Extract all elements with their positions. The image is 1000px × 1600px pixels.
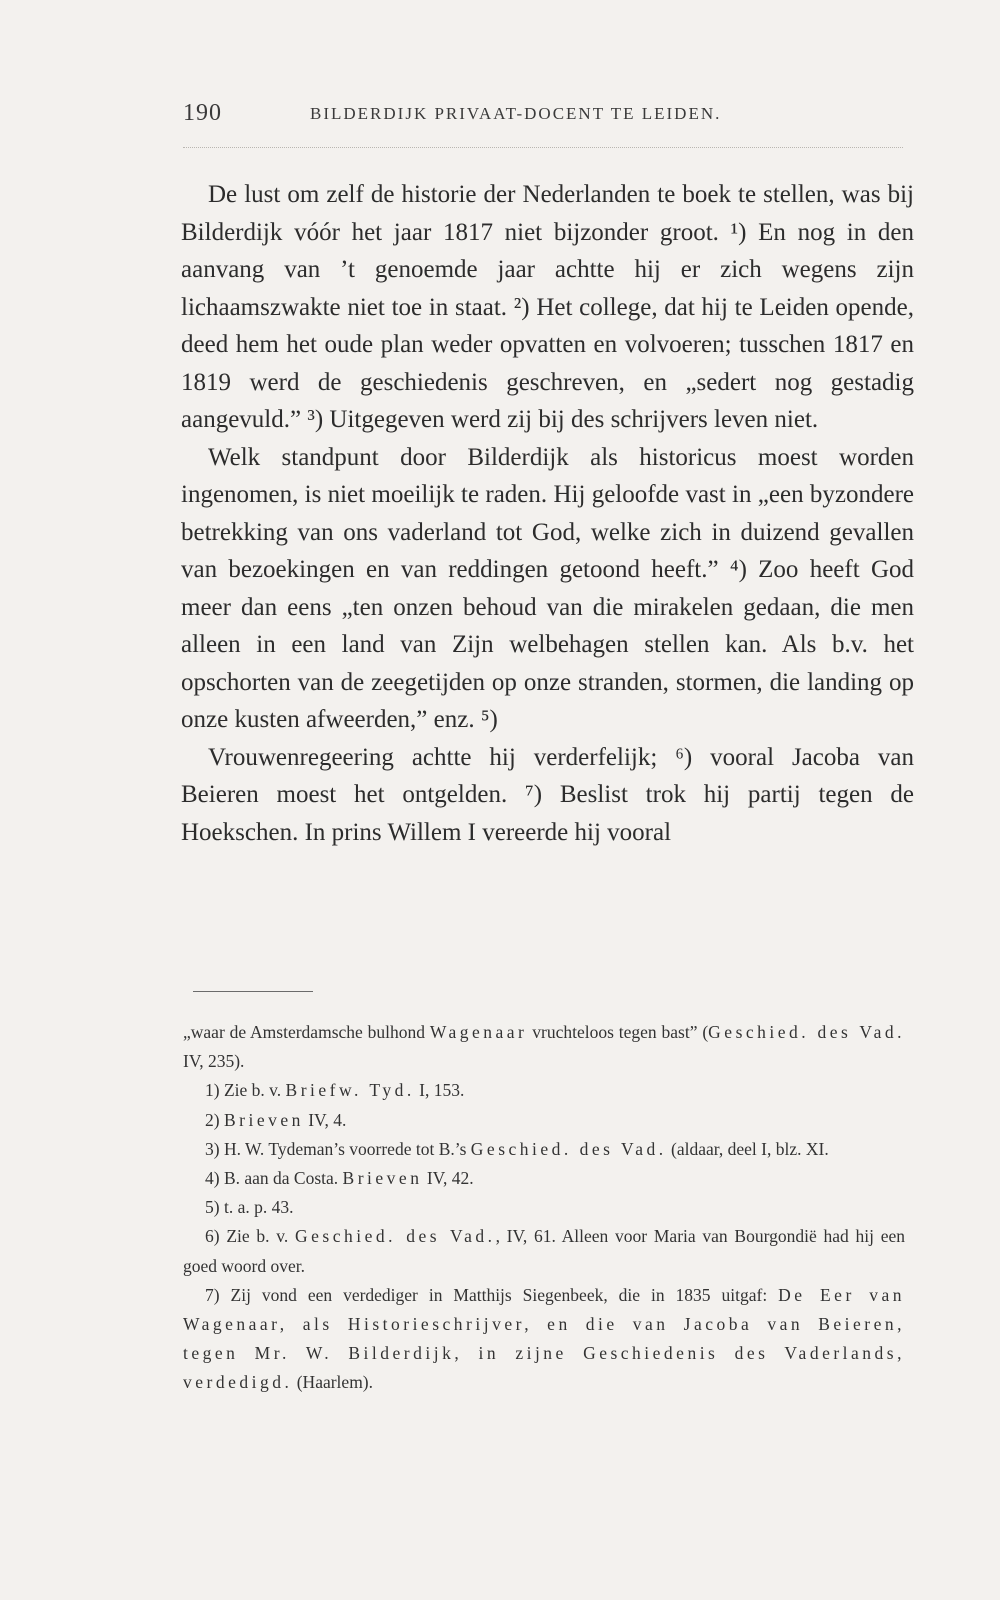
footnote-text: „waar de Amsterdamsche bulhond [183, 1022, 430, 1042]
footnote-text: 3) H. W. Tydeman’s voorrede tot B.’s [205, 1138, 471, 1159]
footnote-text: I, 153. [414, 1080, 465, 1101]
main-text [181, 176, 914, 851]
footnote-text: 6) Zie b. v. [205, 1226, 295, 1247]
footnote-text: IV, 4. [303, 1109, 347, 1130]
footnote-spaced-text: Geschied. des Vad. [708, 1022, 905, 1042]
footnote [183, 1076, 905, 1105]
page-number: 190 [183, 100, 222, 126]
footnote-spaced-text: Geschied. des Vad. [470, 1138, 667, 1159]
footnote-divider [193, 991, 313, 992]
footnote-spaced-text: Brieven [223, 1109, 304, 1130]
footnote-text: 2) [205, 1109, 224, 1130]
footnote-text: 5) t. a. p. 43. [205, 1197, 294, 1218]
footnote-continuation [183, 1018, 905, 1076]
footnote [183, 1222, 905, 1280]
footnote-spaced-text: Briefw. Tyd. [285, 1080, 415, 1101]
running-title: BILDERDIJK PRIVAAT-DOCENT TE LEIDEN. [310, 104, 722, 123]
paragraph: De lust om zelf de historie der Nederlanden te boek te stellen, was bij Bilderdijk vóór het jaar 1817 niet bijzonder groot. ¹) En nog in den aanvang van ’t genoemde jaar achtte hij er zich wegens zijn lichaamszwakte niet toe in staat. ²) Het college, dat hij te Leiden opende, deed hem het oude plan weder opvatten en volvoeren; tusschen 1817 en 1819 werd de geschiedenis geschreven, en „sedert nog gestadig aangevuld.” ³) Uitgegeven werd zij bij des schrijvers leven niet. [181, 181, 914, 433]
footnote-spaced-text: Geschied. des Vad. [294, 1226, 496, 1247]
footnote-text: 1) Zie b. v. [205, 1080, 286, 1101]
header-divider [183, 147, 903, 149]
footnote-spaced-text: De Eer van Wagenaar, als Historieschrijver, en die van Jacoba van Beieren, tegen Mr. W. Bilderdijk, in zijne Geschiedenis des Vaderlands, verdedigd. [183, 1284, 905, 1393]
footnote-text: 7) Zij vond een verdediger in Matthijs Siegenbeek, die in 1835 uitgaf: [205, 1284, 779, 1305]
paragraph: Welk standpunt door Bilderdijk als historicus moest worden ingenomen, is niet moeilijk te raden. Hij geloofde vast in „een byzondere betrekking van ons vaderland tot God, welke zich in duizend gevallen van bezoekingen en van reddingen getoond heeft.” ⁴) Zoo heeft God meer dan eens „ten onzen behoud van die mirakelen gedaan, die men alleen in een land van Zijn welbehagen stellen kan. Als b.v. het opschorten van de zeegetijden op onze stranden, stormen, die landing op onze kusten afweerden,” enz. ⁵) [181, 443, 914, 733]
footnotes [183, 1018, 905, 1398]
footnote [183, 1135, 905, 1164]
footnote-text: IV, 42. [422, 1168, 474, 1189]
footnote [183, 1164, 905, 1193]
footnote [183, 1106, 905, 1135]
footnote-text: IV, 235). [183, 1051, 245, 1072]
footnote-spaced-text: Wagenaar [429, 1022, 528, 1042]
footnote-text: 4) B. aan da Costa. [205, 1168, 343, 1189]
footnote [183, 1193, 905, 1222]
footnote-text: (aldaar, deel I, blz. XI. [666, 1138, 829, 1159]
footnote-text: (Haarlem). [292, 1372, 374, 1393]
footnote-text: , IV, 61. Alleen voor Maria van Bourgondië had hij een goed woord over. [183, 1226, 905, 1276]
footnote [183, 1281, 905, 1398]
footnote-spaced-text: Brieven [342, 1168, 423, 1189]
footnote-text: vruchteloos tegen bast” ( [527, 1022, 709, 1042]
paragraph: Vrouwenregeering achtte hij verderfelijk; ⁶) vooral Jacoba van Beieren moest het ontgelden. ⁷) Beslist trok hij partij tegen de Hoekschen. In prins Willem I vereerde hij vooral [181, 743, 914, 846]
